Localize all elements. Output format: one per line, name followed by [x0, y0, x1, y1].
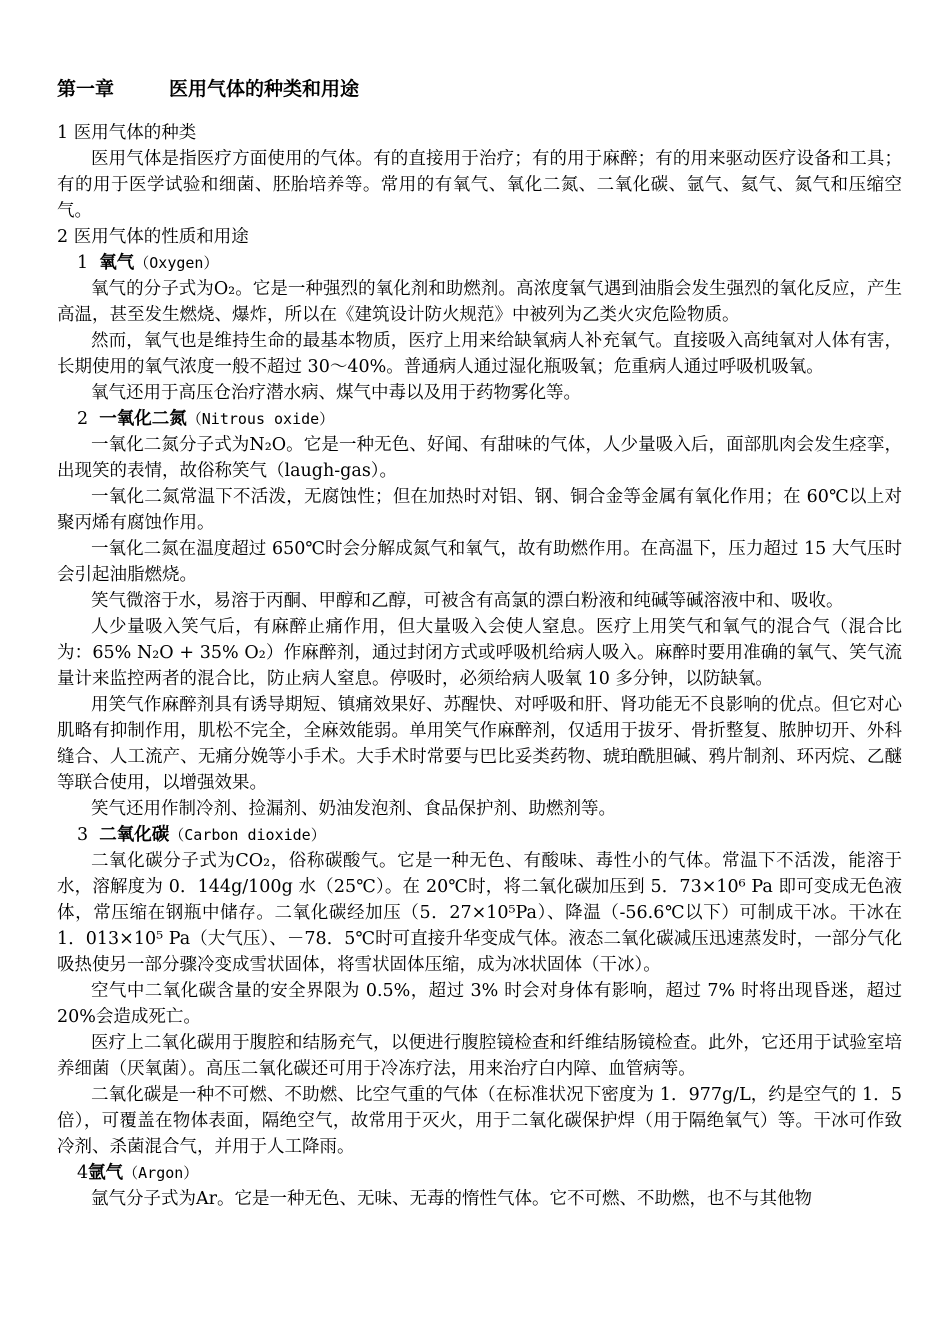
paragraph-co2-3: 医疗上二氧化碳用于腹腔和结肠充气，以便进行腹腔镜检查和纤维结肠镜检查。此外，它还用于试验室培养细菌（厌氧菌）。高压二氧化碳还可用于冷冻疗法，用来治疗白内障、血管病等。 — [57, 1033, 902, 1079]
paragraph-n2o-7: 笑气还用作制冷剂、捡漏剂、奶油发泡剂、食品保护剂、助燃剂等。 — [91, 799, 616, 819]
section-heading-properties: 2 医用气体的性质和用途 — [57, 227, 249, 247]
paragraph-oxygen-2: 然而，氧气也是维持生命的最基本物质，医疗上用来给缺氧病人补充氧气。直接吸入高纯氧对人体有害，长期使用的氧气浓度一般不超过 30～40%。普通病人通过湿化瓶吸氧；危重病人通过呼吸机吸氧。 — [57, 331, 902, 377]
paragraph-n2o-2: 一氧化二氮常温下不活泼，无腐蚀性；但在加热时对铝、钢、铜合金等金属有氧化作用；在 60℃以上对聚丙烯有腐蚀作用。 — [57, 487, 902, 533]
paragraph-n2o-4: 笑气微溶于水，易溶于丙酮、甲醇和乙醇，可被含有高氯的漂白粉液和纯碱等碱溶液中和、吸收。 — [91, 591, 844, 611]
subsection-name: 一氧化二氮 — [99, 409, 187, 429]
subsection-heading-oxygen — [57, 250, 902, 276]
subsection-name: 二氧化碳 — [99, 825, 170, 845]
subsection-number: 3 — [77, 825, 89, 845]
paragraph-n2o-1: 一氧化二氮分子式为N₂O。它是一种无色、好闻、有甜味的气体，人少量吸入后，面部肌肉会发生痉挛，出现笑的表情，故俗称笑气（laugh-gas）。 — [57, 435, 902, 481]
paragraph-oxygen-1: 氧气的分子式为O₂。它是一种强烈的氧化剂和助燃剂。高浓度氧气遇到油脂会发生强烈的氧化反应，产生高温，甚至发生燃烧、爆炸，所以在《建筑设计防火规范》中被列为乙类火灾危险物质。 — [57, 279, 902, 325]
paragraph-oxygen-3: 氧气还用于高压仓治疗潜水病、煤气中毒以及用于药物雾化等。 — [91, 383, 581, 403]
subsection-number: 4 — [77, 1163, 89, 1183]
paragraph-n2o-3: 一氧化二氮在温度超过 650℃时会分解成氮气和氧气，故有助燃作用。在高温下，压力超过 15 大气压时会引起油脂燃烧。 — [57, 539, 902, 585]
subsection-heading-co2 — [57, 822, 902, 848]
subsection-english: （Argon） — [123, 1164, 199, 1182]
section-heading-types: 1 医用气体的种类 — [57, 123, 197, 143]
chapter-title — [57, 76, 902, 102]
subsection-number: 1 — [77, 253, 89, 273]
chapter-name: 医用气体的种类和用途 — [169, 78, 360, 100]
subsection-name: 氧气 — [99, 253, 135, 273]
paragraph-n2o-5: 人少量吸入笑气后，有麻醉止痛作用，但大量吸入会使人窒息。医疗上用笑气和氧气的混合气（混合比为：65% N₂O + 35% O₂）作麻醉剂，通过封闭方式或呼吸机给病人吸入。麻醉时要用准确的氧气、笑气流量计来监控两者的混合比，防止病人窒息。停吸时，必须给病人吸氧 10 多分钟，以防缺氧。 — [57, 617, 902, 689]
chapter-number: 第一章 — [57, 78, 115, 100]
paragraph-n2o-6: 用笑气作麻醉剂具有诱导期短、镇痛效果好、苏醒快、对呼吸和肝、肾功能无不良影响的优点。但它对心肌略有抑制作用，肌松不完全，全麻效能弱。单用笑气作麻醉剂，仅适用于拔牙、骨折整复、脓肿切开、外科缝合、人工流产、无痛分娩等小手术。大手术时常要与巴比妥类药物、琥珀酰胆碱、鸦片制剂、环丙烷、乙醚等联合使用，以增强效果。 — [57, 695, 902, 793]
subsection-heading-argon — [57, 1160, 902, 1186]
paragraph-co2-1: 二氧化碳分子式为CO₂，俗称碳酸气。它是一种无色、有酸味、毒性小的气体。常温下不活泼，能溶于水，溶解度为 0．144g/100g 水（25℃）。在 20℃时，将二氧化碳加压到 5．73×10⁶ Pa 即可变成无色液体，常压缩在钢瓶中储存。二氧化碳经加压（5．27×10⁵Pa）、降温（-56.6℃以下）可制成干冰。干冰在 1．013×10⁵ Pa（大气压）、－78．5℃时可直接升华变成气体。液态二氧化碳减压迅速蒸发时，一部分气化吸热使另一部分骤冷变成雪状固体，将雪状固体压缩，成为冰状固体（干冰）。 — [57, 851, 902, 975]
paragraph-types: 医用气体是指医疗方面使用的气体。有的直接用于治疗；有的用于麻醉；有的用来驱动医疗设备和工具；有的用于医学试验和细菌、胚胎培养等。常用的有氧气、氧化二氮、二氧化碳、氩气、氦气、氮气和压缩空气。 — [57, 149, 902, 221]
subsection-english: （Nitrous oxide） — [186, 410, 335, 428]
paragraph-argon-1: 氩气分子式为Ar。它是一种无色、无味、无毒的惰性气体。它不可燃、不助燃，也不与其他物 — [91, 1189, 813, 1209]
subsection-english: （Oxygen） — [134, 254, 219, 272]
paragraph-co2-4: 二氧化碳是一种不可燃、不助燃、比空气重的气体（在标准状况下密度为 1．977g/L，约是空气的 1．5 倍），可覆盖在物体表面，隔绝空气，故常用于灭火，用于二氧化碳保护焊（用于隔绝氧气）等。干冰可作致冷剂、杀菌混合气，并用于人工降雨。 — [57, 1085, 902, 1157]
subsection-english: （Carbon dioxide） — [169, 826, 326, 844]
subsection-number: 2 — [77, 409, 89, 429]
paragraph-co2-2: 空气中二氧化碳含量的安全界限为 0.5%，超过 3% 时会对身体有影响，超过 7% 时将出现昏迷，超过 20%会造成死亡。 — [57, 981, 902, 1027]
document-page — [57, 76, 902, 1212]
subsection-name: 氩气 — [88, 1163, 124, 1183]
subsection-heading-n2o — [57, 406, 902, 432]
